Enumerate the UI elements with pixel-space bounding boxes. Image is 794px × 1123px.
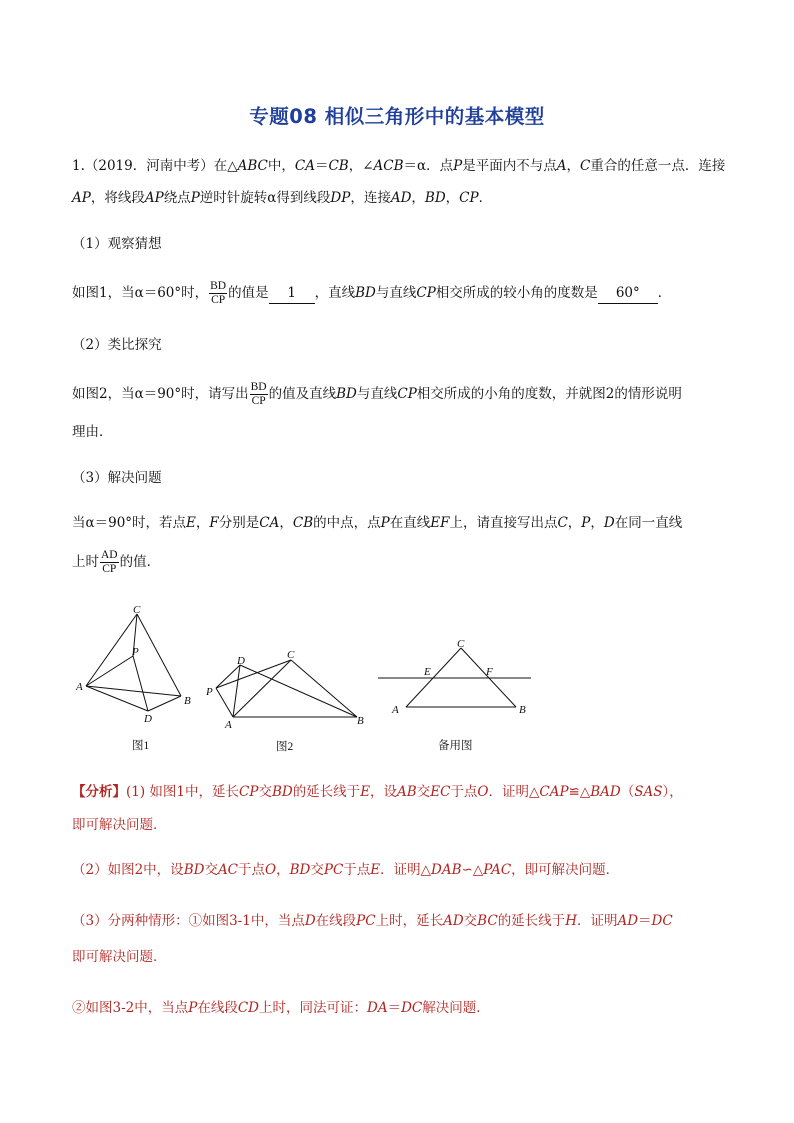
label-b: B xyxy=(184,695,191,707)
text: 解决问题． xyxy=(422,1000,490,1016)
text: BD xyxy=(289,862,311,878)
figure-1 xyxy=(60,600,210,760)
denominator: CP xyxy=(211,294,226,306)
figure-2 xyxy=(200,640,370,755)
text: H xyxy=(565,913,577,929)
text: DA xyxy=(367,1000,388,1016)
text: 交 xyxy=(310,862,324,878)
text: ∽△ xyxy=(461,862,484,878)
text: CAP xyxy=(539,784,569,800)
analysis-part1-cont: 即可解决问题． xyxy=(72,817,167,833)
text: DC xyxy=(651,913,673,929)
text: AD xyxy=(617,913,639,929)
text: ， xyxy=(276,862,290,878)
text: D xyxy=(304,913,316,929)
text: P xyxy=(190,190,200,206)
text: CA xyxy=(294,158,315,174)
analysis-part3 xyxy=(72,911,673,931)
figure-3-caption: 备用图 xyxy=(438,740,473,752)
text: 交 xyxy=(204,862,218,878)
answer-blank-2: 60° xyxy=(598,283,658,304)
text: ，设 xyxy=(370,784,398,800)
text: （ xyxy=(620,784,635,800)
part3-question-cont xyxy=(72,549,160,576)
text: 上，请直接写出点 xyxy=(449,515,558,531)
text: 于点 xyxy=(450,784,478,800)
text: 上时 xyxy=(72,554,99,570)
denominator: CP xyxy=(251,395,266,407)
text: 于点 xyxy=(343,862,371,878)
text: CP xyxy=(416,285,436,301)
text: 重合的任意一点．连接 xyxy=(590,158,726,174)
text: ＝ xyxy=(638,913,652,929)
text: PC xyxy=(356,913,376,929)
fraction-bd-cp xyxy=(209,280,227,307)
text: ，将线段 xyxy=(90,190,145,206)
text: E xyxy=(186,515,196,531)
text: ， xyxy=(411,190,425,206)
text: 的延长线于 xyxy=(497,913,566,929)
label-a: A xyxy=(392,704,399,716)
numerator: AD xyxy=(101,549,118,561)
figure-3-spare xyxy=(370,630,540,755)
text: ．证明△ xyxy=(488,784,540,800)
text: 上时，延长 xyxy=(375,913,444,929)
text: 的值及直线 xyxy=(268,386,337,402)
denominator: CP xyxy=(102,563,117,575)
text: ， xyxy=(445,190,460,206)
analysis-part1 xyxy=(72,782,683,802)
text: ， xyxy=(279,515,293,531)
text: AB xyxy=(397,784,417,800)
text: ）， xyxy=(662,784,683,800)
text: C xyxy=(580,158,591,174)
text: DC xyxy=(401,1000,423,1016)
figure-1-caption: 图1 xyxy=(132,740,150,752)
text: ． xyxy=(478,190,493,206)
text: D xyxy=(603,515,615,531)
question-intro-line1 xyxy=(72,156,725,176)
text: AP xyxy=(144,190,164,206)
text: BD xyxy=(183,862,205,878)
label-p: P xyxy=(132,646,139,658)
text: EF xyxy=(430,515,450,531)
text: CP xyxy=(239,784,259,800)
part3-question xyxy=(72,513,682,533)
figure-2-caption: 图2 xyxy=(276,741,294,753)
numerator: BD xyxy=(210,280,227,292)
part1-question xyxy=(72,280,671,307)
label-a: A xyxy=(225,719,232,731)
text: ， xyxy=(590,515,604,531)
text: 的延长线于 xyxy=(292,784,361,800)
answer-blank-1: 1 xyxy=(269,283,315,304)
text: 分别是 xyxy=(218,515,260,531)
text: ABC xyxy=(237,158,268,174)
text: 交 xyxy=(463,913,478,929)
text: ＝ xyxy=(314,158,329,174)
question-intro-line2 xyxy=(72,188,492,208)
text: F xyxy=(209,515,219,531)
part3-heading: （3）解决问题 xyxy=(72,470,162,486)
text: 与直线 xyxy=(356,386,398,402)
text: BC xyxy=(477,913,498,929)
figure-2-lines xyxy=(216,660,357,717)
text: CB xyxy=(292,515,314,531)
text: ， xyxy=(567,515,582,531)
text: BD xyxy=(355,285,376,301)
part2-heading: （2）类比探究 xyxy=(72,337,162,353)
text: 1.（2019．河南中考）在△ xyxy=(72,158,238,174)
text: O xyxy=(477,784,489,800)
label-e: E xyxy=(424,666,431,678)
text: ，直线 xyxy=(314,285,356,301)
text: 如图1，当α＝60°时， xyxy=(72,285,209,301)
text: AC xyxy=(217,862,239,878)
text: CD xyxy=(237,1000,259,1016)
text: E xyxy=(360,784,371,800)
text: 中， xyxy=(267,158,295,174)
text: ＝α．点 xyxy=(403,158,454,174)
label-p: P xyxy=(206,686,213,698)
fraction-ad-cp xyxy=(100,549,119,576)
text: DAB xyxy=(431,862,462,878)
text: 在线段 xyxy=(197,1000,238,1016)
text: BD xyxy=(336,386,357,402)
text: (1) 如图1中，延长 xyxy=(126,784,240,800)
text: 相交所成的小角的度数，并就图2的情形说明 xyxy=(416,386,682,402)
figure-3-lines xyxy=(378,648,531,707)
analysis-part4 xyxy=(72,998,490,1018)
text: 逆时针旋转α得到线段 xyxy=(199,190,331,206)
text: EC xyxy=(430,784,451,800)
text: 交 xyxy=(416,784,431,800)
figure-1-lines xyxy=(86,614,181,711)
text: CP xyxy=(397,386,417,402)
text: 上时，同法可证： xyxy=(259,1000,367,1016)
text: 相交所成的较小角的度数是 xyxy=(435,285,598,301)
text: 绕点 xyxy=(163,190,191,206)
analysis-part2 xyxy=(72,860,619,880)
text: ≌△ xyxy=(568,784,591,800)
label-b: B xyxy=(519,704,526,716)
text: C xyxy=(557,515,568,531)
text: ．证明△ xyxy=(380,862,432,878)
text: AP xyxy=(72,190,91,206)
text: PC xyxy=(323,862,344,878)
text: （2）如图2中，设 xyxy=(72,862,184,878)
label-a: A xyxy=(76,681,83,693)
text: P xyxy=(453,158,463,174)
text: P xyxy=(188,1000,198,1016)
label-b: B xyxy=(357,715,364,727)
text: CP xyxy=(459,190,479,206)
text: DP xyxy=(330,190,351,206)
page-title: 专题08 相似三角形中的基本模型 xyxy=(249,105,545,128)
text: ACB xyxy=(373,158,404,174)
label-c: C xyxy=(287,649,295,661)
fraction-bd-cp-2 xyxy=(250,381,268,408)
text: BAD xyxy=(590,784,621,800)
part2-question-cont: 理由． xyxy=(72,424,113,440)
analysis-tag: 【分析】 xyxy=(72,784,126,800)
label-f: F xyxy=(486,666,493,678)
text: AD xyxy=(443,913,464,929)
text: 的中点，点 xyxy=(313,515,381,531)
text: A xyxy=(556,158,567,174)
text: BD xyxy=(424,190,446,206)
text: CB xyxy=(328,158,349,174)
text: 在同一直线 xyxy=(614,515,683,531)
text: ． xyxy=(657,285,672,301)
text: 与直线 xyxy=(375,285,417,301)
text: 的值． xyxy=(119,554,161,570)
text: PAC xyxy=(483,862,512,878)
part1-heading: （1）观察猜想 xyxy=(72,236,162,252)
text: 在直线 xyxy=(389,515,431,531)
text: BD xyxy=(271,784,293,800)
text: 交 xyxy=(258,784,272,800)
text: 的值是 xyxy=(228,285,269,301)
text: CA xyxy=(259,515,280,531)
text: ， xyxy=(195,515,210,531)
text: （3）分两种情形：①如图3-1中，当点 xyxy=(72,913,305,929)
analysis-part3-cont: 即可解决问题． xyxy=(72,949,167,965)
label-d: D xyxy=(237,655,245,667)
text: ，即可解决问题． xyxy=(511,862,620,878)
text: ．证明 xyxy=(576,913,618,929)
text: O xyxy=(265,862,277,878)
text: P xyxy=(581,515,591,531)
text: 如图2，当α＝90°时，请写出 xyxy=(72,386,249,402)
label-c: C xyxy=(133,604,141,616)
numerator: BD xyxy=(250,381,267,393)
text: 是平面内不与点 xyxy=(462,158,557,174)
text: 于点 xyxy=(238,862,266,878)
text: P xyxy=(380,515,390,531)
text: 在线段 xyxy=(315,913,357,929)
text: ＝ xyxy=(387,1000,402,1016)
text: ，∠ xyxy=(348,158,374,174)
text: SAS xyxy=(634,784,663,800)
text: ，连接 xyxy=(350,190,391,206)
text: E xyxy=(370,862,381,878)
text: 当α＝90°时，若点 xyxy=(72,515,187,531)
text: ， xyxy=(566,158,580,174)
text: AD xyxy=(390,190,412,206)
text: ②如图3-2中，当点 xyxy=(72,1000,189,1016)
part2-question xyxy=(72,381,682,408)
label-c: C xyxy=(457,638,465,650)
label-d: D xyxy=(144,713,152,725)
